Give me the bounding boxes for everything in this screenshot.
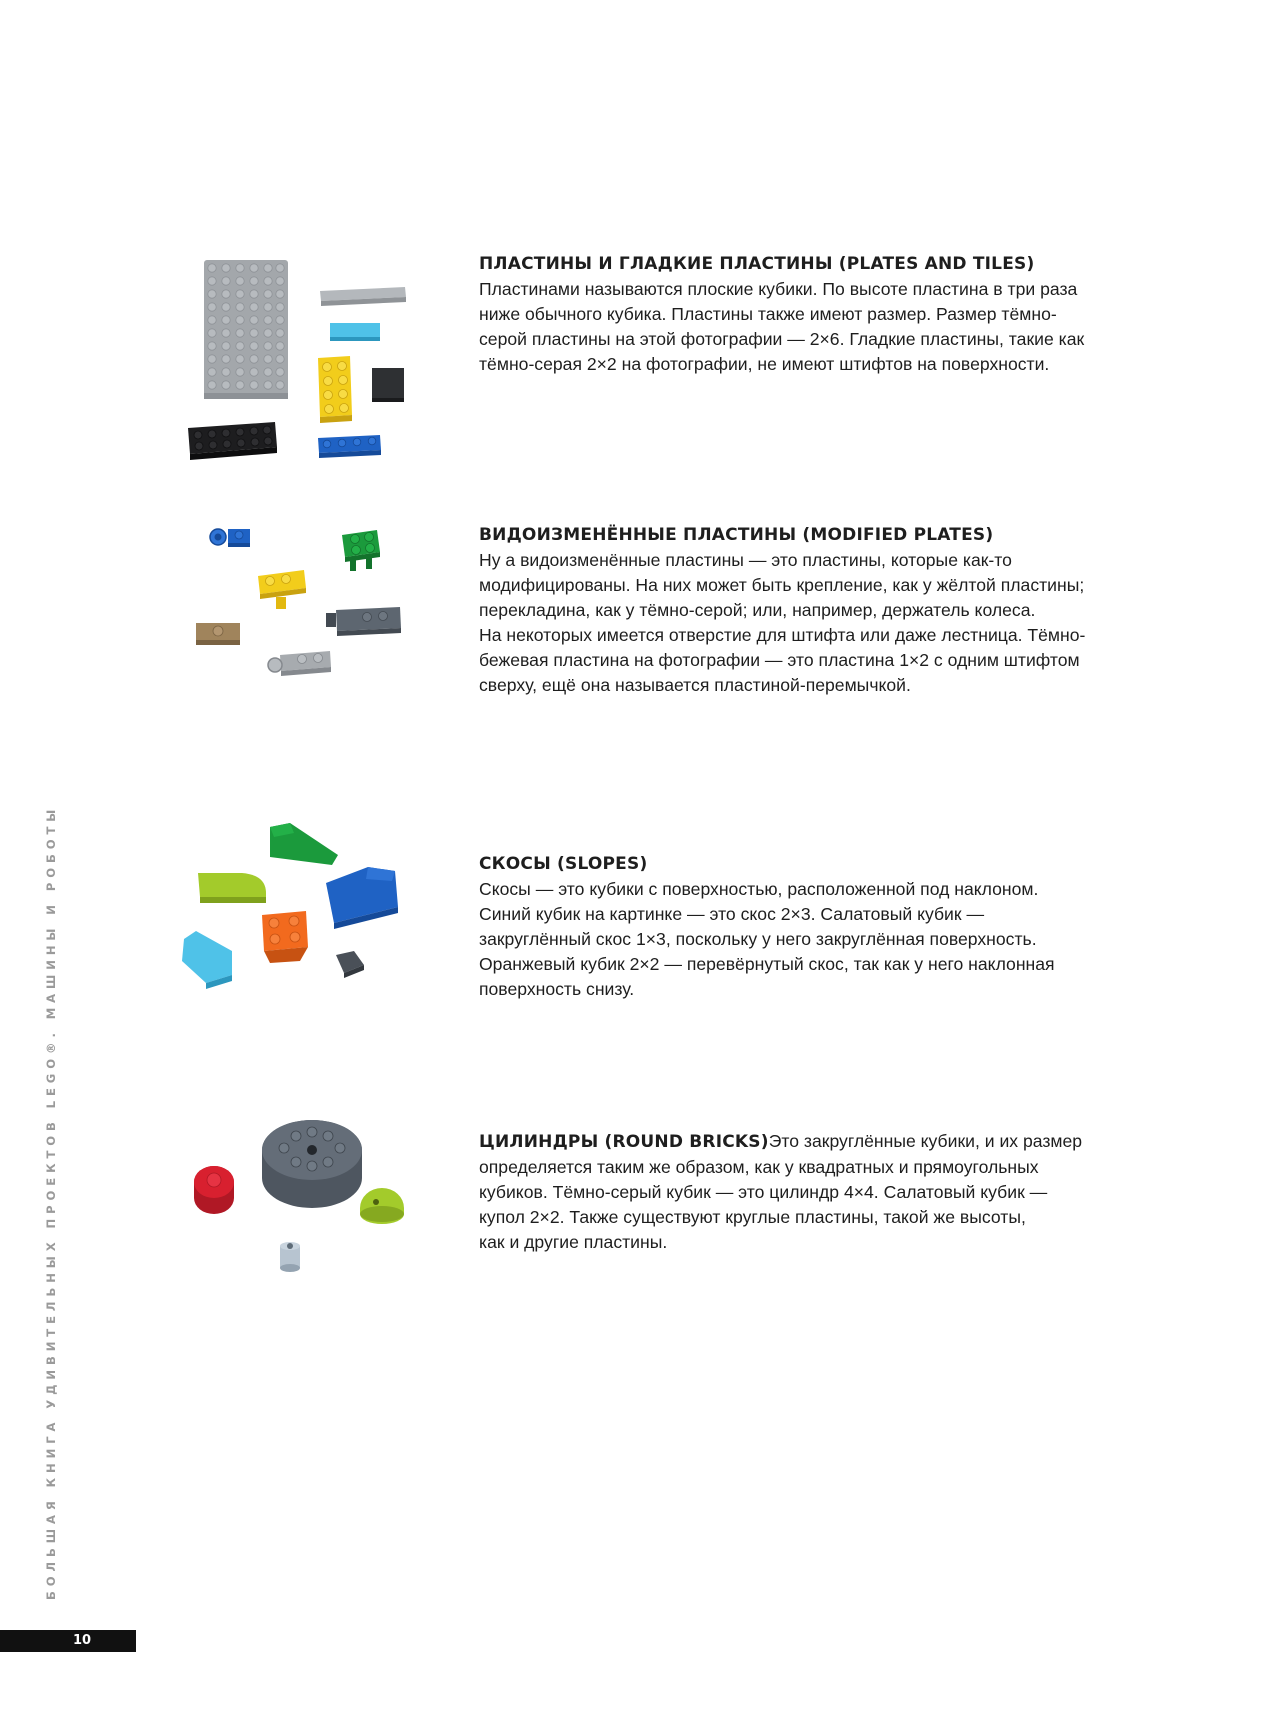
section-plates-and-tiles	[479, 252, 1179, 377]
lime-curved-slope	[198, 873, 266, 903]
green-slope	[270, 823, 338, 865]
section-heading: СКОСЫ (SLOPES)	[479, 854, 648, 874]
blue-slope-2x3	[326, 867, 398, 929]
section-heading: ВИДОИЗМЕНЁННЫЕ ПЛАСТИНЫ (MODIFIED PLATES)	[479, 525, 994, 545]
section-paragraph	[479, 1129, 1179, 1255]
plates-and-tiles-photo	[160, 225, 450, 475]
section-heading: ЦИЛИНДРЫ (ROUND BRICKS)	[479, 1132, 769, 1152]
black-plate-2x6	[188, 422, 277, 460]
orange-inverted-slope-2x2	[262, 911, 308, 963]
section-slopes	[479, 852, 1179, 1002]
yellow-plate-2x4	[318, 356, 352, 423]
modified-plates-photo	[180, 515, 410, 690]
dark-gray-tile-2x2	[372, 368, 404, 402]
blue-plate-1x4	[318, 435, 381, 458]
section-modified-plates	[479, 523, 1179, 698]
section-body: Ну а видоизменённые пластины — это пластины, которые как-то модифицированы. На них может быть крепление, как у жёлтой пластины; перекладина, как у тёмно-серой; или, например, держатель колеса. На некоторых имеется отверстие для штифта или даже лестница. Тёмно- бежевая пластина на фотографии — это пластина 1×2 с одним штифтом сверху, ещё она называется пластиной-перемычкой.	[479, 550, 1086, 695]
section-body: Скосы — это кубики с поверхностью, расположенной под наклоном. Синий кубик на картинке — это скос 2×3. Салатовый кубик — закруглённый скос 1×3, поскольку у него закруглённая поверхность. Оранжевый кубик 2×2 — перевёрнутый скос, так как у него наклонная поверхность снизу.	[479, 879, 1055, 999]
blue-clip-plate	[210, 529, 250, 547]
slopes-photo	[170, 815, 410, 990]
azure-tile-1x2	[330, 323, 380, 341]
section-body: Это закруглённые кубики, и их размер определяется таким же образом, как у квадратных и прямоугольных кубиков. Тёмно-серый кубик — это цилиндр 4×4. Салатовый кубик — купол 2×2. Также существуют круглые пластины, такой же высоты, как и другие пластины.	[479, 1131, 1083, 1252]
section-heading: ПЛАСТИНЫ И ГЛАДКИЕ ПЛАСТИНЫ (PLATES AND TILES)	[479, 254, 1035, 274]
book-spine-title: БОЛЬШАЯ КНИГА УДИВИТЕЛЬНЫХ ПРОЕКТОВ LEGO®. МАШИНЫ И РОБОТЫ	[44, 804, 58, 1600]
section-round-bricks	[479, 1129, 1179, 1255]
light-gray-tile-1x4	[320, 287, 406, 306]
lime-dome-2x2	[360, 1188, 404, 1224]
section-body: Пластинами называются плоские кубики. По высоте пластина в три раза ниже обычного кубика. Пластины также имеют размер. Размер тёмно- серой пластины на этой фотографии — 2×6. Гладкие пластины, такие как тёмно-серая 2×2 на фотографии, не имеют штифтов на поверхности.	[479, 279, 1085, 374]
azure-slope	[182, 931, 232, 989]
light-blue-gray-round-1x1	[280, 1242, 300, 1272]
tan-jumper-plate	[196, 623, 240, 645]
page-number: 10	[0, 1630, 136, 1652]
green-bar-plate	[342, 530, 380, 571]
dark-gray-round-brick-4x4	[262, 1120, 362, 1208]
light-gray-wheel-holder-plate	[268, 651, 331, 676]
round-bricks-photo	[180, 1110, 410, 1285]
dark-gray-slope	[336, 951, 364, 978]
light-gray-plate-6x10	[204, 260, 288, 399]
yellow-clip-plate	[258, 570, 306, 609]
red-round-brick	[194, 1166, 234, 1214]
dark-gray-bar-plate	[326, 607, 401, 636]
